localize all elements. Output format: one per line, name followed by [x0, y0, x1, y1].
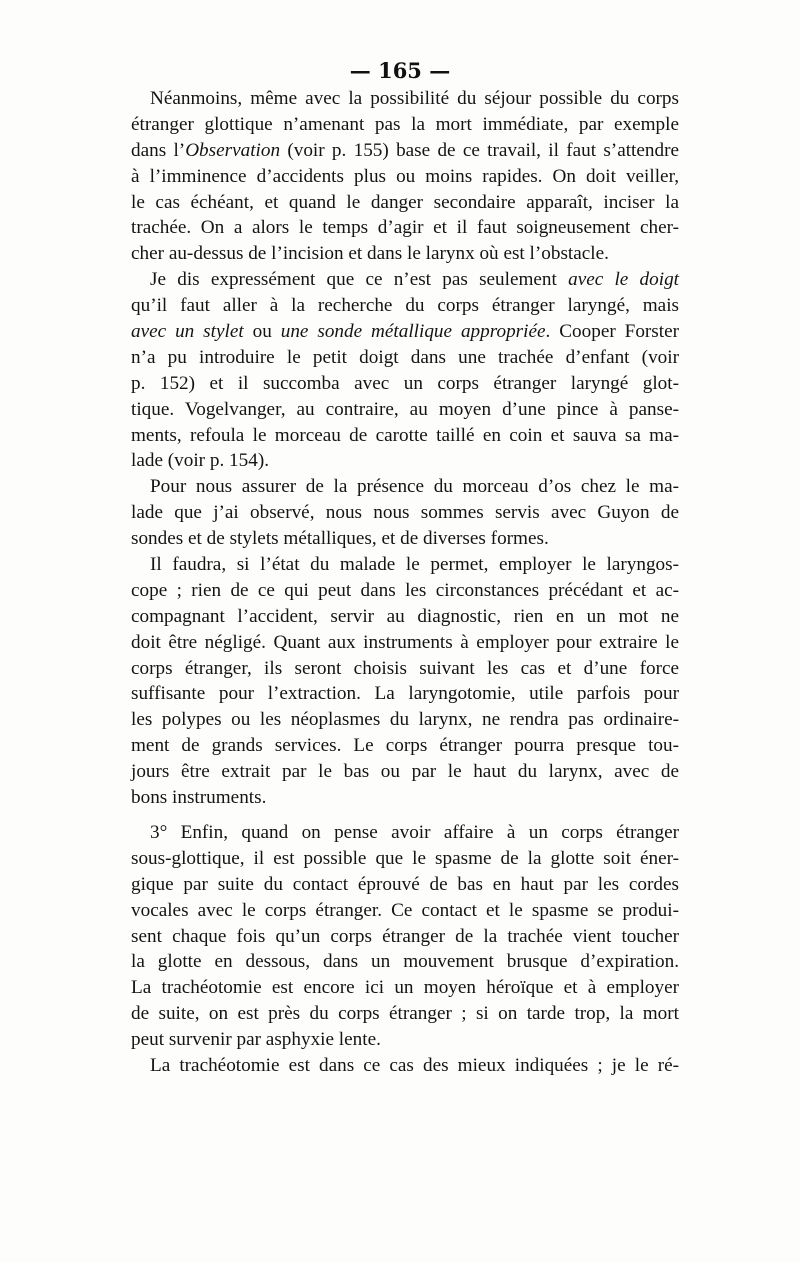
text-line: qu’il faut aller à la recherche du corps étranger laryngé, mais	[131, 295, 679, 317]
text-block-upper	[131, 86, 679, 811]
text-line: gique par suite du contact éprouvé de bas en haut par les cordes	[131, 873, 679, 895]
text-line: suffisante pour l’extraction. La laryngotomie, utile parfois pour	[131, 683, 679, 705]
page-number: — 165 —	[349, 58, 451, 83]
text-line: le cas échéant, et quand le danger secondaire apparaît, inciser la	[131, 191, 679, 213]
text-line: trachée. On a alors le temps d’agir et il faut soigneusement cher-	[131, 217, 679, 239]
text-line: Néanmoins, même avec la possibilité du séjour possible du corps	[150, 88, 679, 109]
text-line: avec un stylet ou une sonde métallique appropriée. Cooper Forster	[131, 321, 680, 343]
text-line: vocales avec le corps étranger. Ce contact et le spasme se produi-	[131, 899, 679, 921]
paragraph	[131, 474, 679, 552]
text-line: cher au-dessus de l’incision et dans le larynx où est l’obstacle.	[131, 243, 609, 265]
text-line: cope ; rien de ce qui peut dans les circonstances précédant et ac-	[131, 579, 679, 601]
italic-text: avec le doigt	[568, 269, 679, 291]
paragraph	[131, 267, 679, 474]
text-line: Il faudra, si l’état du malade le permet, employer le laryngos-	[150, 554, 679, 576]
italic-text: avec un stylet	[131, 321, 244, 343]
text-line: étranger glottique n’amenant pas la mort immédiate, par exemple	[131, 113, 679, 135]
paragraph	[131, 86, 679, 267]
text-line: la glotte en dessous, dans un mouvement brusque d’expiration.	[131, 951, 679, 973]
paragraph	[131, 1053, 679, 1079]
text-line: lade (voir p. 154).	[131, 450, 270, 472]
text-line: sous-glottique, il est possible que le spasme de la glotte soit éner-	[131, 847, 679, 869]
text-line: p. 152) et il succomba avec un corps étranger laryngé glot-	[131, 372, 679, 394]
paragraph	[131, 820, 679, 1053]
text-line: compagnant l’accident, servir au diagnostic, rien en un mot ne	[131, 605, 679, 627]
text-line: peut survenir par asphyxie lente.	[131, 1029, 381, 1051]
paragraph	[131, 552, 679, 811]
text-line: sent chaque fois qu’un corps étranger de la trachée vient toucher	[131, 925, 679, 947]
italic-text: Observation	[185, 139, 281, 161]
text-line: bons instruments.	[131, 787, 267, 809]
text-line: ments, refoula le morceau de carotte taillé en coin et sauva sa ma-	[131, 424, 679, 446]
text-line: sondes et de stylets métalliques, et de diverses formes.	[131, 528, 549, 550]
text-line: ment de grands services. Le corps étranger pourra presque tou-	[131, 735, 679, 757]
text-line: corps étranger, ils seront choisis suivant les cas et d’une force	[131, 657, 679, 679]
text-line: La trachéotomie est encore ici un moyen héroïque et à employer	[131, 977, 679, 999]
text-line: à l’imminence d’accidents plus ou moins rapides. On doit veiller,	[131, 165, 679, 187]
text-line: doit être négligé. Quant aux instruments à employer pour extraire le	[131, 631, 679, 653]
text-line: tique. Vogelvanger, au contraire, au moyen d’une pince à panse-	[131, 398, 679, 420]
italic-text: une sonde métallique appropriée	[280, 321, 546, 343]
text-line: Je dis expressément que ce n’est pas seulement avec le doigt	[150, 269, 679, 291]
text-line: les polypes ou les néoplasmes du larynx, ne rendra pas ordinaire-	[131, 709, 679, 731]
text-line: jours être extrait par le bas ou par le haut du larynx, avec de	[131, 761, 679, 783]
text-line: n’a pu introduire le petit doigt dans une trachée d’enfant (voir	[131, 346, 679, 368]
text-line: Pour nous assurer de la présence du morceau d’os chez le ma-	[150, 476, 679, 498]
text-line: lade que j’ai observé, nous nous sommes servis avec Guyon de	[131, 502, 679, 524]
text-line: dans l’Observation (voir p. 155) base de ce travail, il faut s’attendre	[131, 139, 679, 161]
text-line: 3° Enfin, quand on pense avoir affaire à un corps étranger	[150, 822, 679, 843]
text-line: La trachéotomie est dans ce cas des mieux indiquées ; je le ré-	[150, 1055, 679, 1077]
text-block-lower	[131, 820, 679, 1079]
text-line: de suite, on est près du corps étranger ; si on tarde trop, la mort	[131, 1003, 679, 1025]
